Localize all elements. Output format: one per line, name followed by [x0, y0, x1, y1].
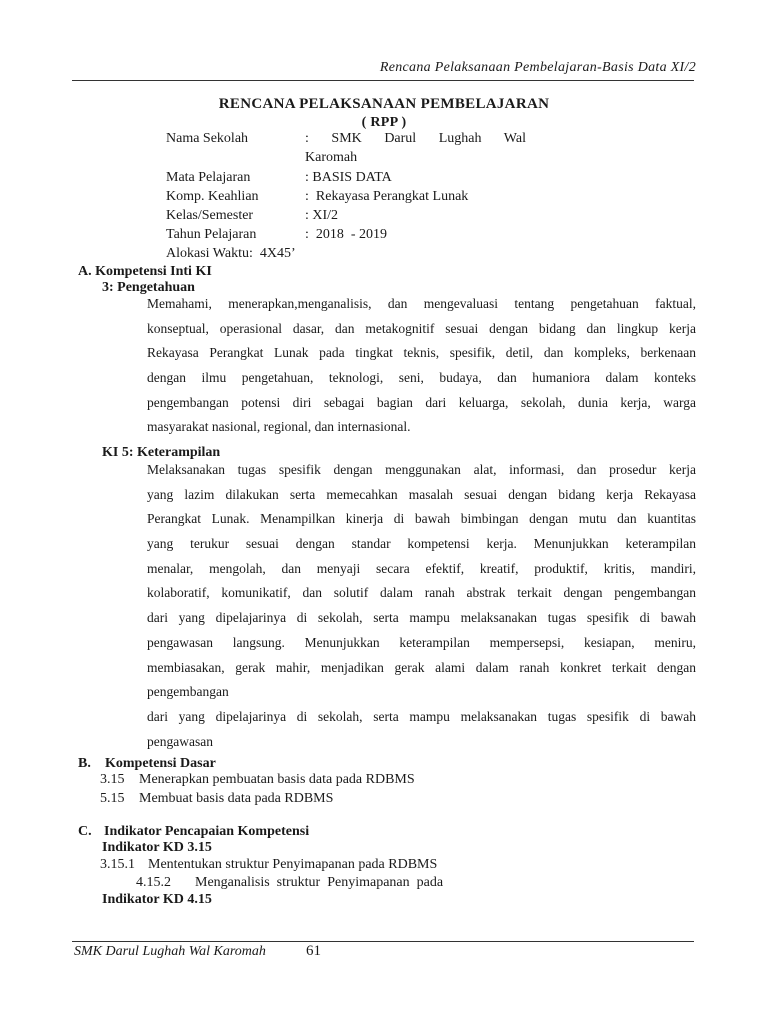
value-nama-sekolah-cont: Karomah	[305, 150, 358, 165]
ki3-heading: 3: Pengetahuan	[102, 280, 195, 295]
label-tahun-pelajaran: Tahun Pelajaran	[166, 227, 257, 242]
indikator-item-number: 3.15.1	[100, 857, 135, 872]
section-b-letter: B.	[78, 756, 91, 771]
ki5-line: Melaksanakan tugas spesifik dengan menggunakan alat, informasi, dan prosedur kerja	[147, 462, 696, 477]
value-komp-keahlian: : Rekayasa Perangkat Lunak	[305, 189, 469, 204]
ki5-line: Perangkat Lunak. Menampilkan kinerja di bawah bimbingan dengan mutu dan kuantitas	[147, 511, 696, 527]
label-mata-pelajaran: Mata Pelajaran	[166, 170, 251, 185]
footer-rule	[72, 941, 694, 942]
ki3-line: Memahami, menerapkan,menganalisis, dan mengevaluasi tentang pengetahuan faktual,	[147, 296, 696, 311]
value-nama-sekolah: : SMK Darul Lughah Wal	[305, 131, 526, 146]
header-rule	[72, 80, 694, 81]
section-c-heading: Indikator Pencapaian Kompetensi	[104, 824, 310, 839]
ki5-heading: KI 5: Keterampilan	[102, 445, 221, 460]
indikator-kd-315-heading: Indikator KD 3.15	[102, 840, 212, 855]
ki5-paragraph	[147, 458, 696, 754]
label-alokasi-waktu: Alokasi Waktu: 4X45’	[166, 246, 296, 261]
kd-item-number: 5.15	[100, 791, 125, 806]
ki3-line: dengan ilmu pengetahuan, teknologi, seni, budaya, dan humaniora dalam konteks	[147, 370, 696, 386]
ki5-line: yang lazim dilakukan serta memecahkan masalah sesuai dengan bidang kerja Rekayasa	[147, 486, 696, 502]
ki3-paragraph	[147, 292, 696, 440]
kd-item-text: Menerapkan pembuatan basis data pada RDBMS	[139, 772, 415, 787]
ki5-line: pengembangan	[147, 684, 229, 700]
ki3-line: pengembangan potensi diri sebagai bagian dari keluarga, sekolah, dunia kerja, warga	[147, 394, 696, 410]
indikator-kd-415-heading: Indikator KD 4.15	[102, 892, 212, 907]
document-title: RENCANA PELAKSANAAN PEMBELAJARAN	[218, 96, 550, 112]
section-a-heading: A. Kompetensi Inti KI	[78, 264, 212, 279]
value-mata-pelajaran: : BASIS DATA	[305, 170, 392, 185]
ki5-line: membiasakan, gerak mahir, menjadikan gerak alami dalam ranah konkret terkait dengan	[147, 659, 696, 675]
indikator-item-text: Mententukan struktur Penyimapanan pada RDBMS	[148, 857, 438, 872]
ki3-line: Rekayasa Perangkat Lunak pada tingkat teknis, spesifik, detil, dan kompleks, berkenaan	[147, 345, 696, 361]
ki3-line: konseptual, operasional dasar, dan metakognitif sesuai dengan bidang dan lingkup kerja	[147, 320, 696, 336]
ki5-extra-line: dari yang dipelajarinya di sekolah, serta mampu melaksanakan tugas spesifik di bawah	[147, 708, 696, 724]
kd-item-text: Membuat basis data pada RDBMS	[139, 791, 334, 806]
label-komp-keahlian: Komp. Keahlian	[166, 189, 259, 204]
page-number: 61	[306, 943, 321, 959]
section-c-letter: C.	[78, 824, 92, 839]
ki5-line: yang terukur sesuai dengan standar kompetensi kerja. Menunjukkan keterampilan	[147, 536, 696, 552]
value-tahun-pelajaran: : 2018 - 2019	[305, 227, 388, 242]
label-kelas-semester: Kelas/Semester	[166, 208, 254, 223]
indikator-item-number: 4.15.2	[136, 875, 171, 890]
running-header: Rencana Pelaksanaan Pembelajaran-Basis Data XI/2	[379, 60, 696, 75]
ki5-line: menalar, mengolah, dan menyaji secara efektif, kreatif, produktif, kritis, mandiri,	[147, 560, 696, 576]
indikator-item-text: Menganalisis struktur Penyimapanan pada	[195, 875, 444, 890]
document-subtitle: ( RPP )	[361, 115, 407, 130]
value-kelas-semester: : XI/2	[305, 208, 339, 223]
section-b-heading: Kompetensi Dasar	[105, 756, 216, 771]
ki5-line: dari yang dipelajarinya di sekolah, serta mampu melaksanakan tugas spesifik di bawah	[147, 610, 696, 626]
ki3-line: masyarakat nasional, regional, dan internasional.	[147, 419, 411, 435]
footer-school-name: SMK Darul Lughah Wal Karomah	[74, 944, 266, 959]
ki5-line: pengawasan langsung. Menunjukkan keterampilan mempersepsi, kesiapan, meniru,	[147, 634, 696, 650]
kd-item-number: 3.15	[100, 772, 125, 787]
ki5-line: kolaboratif, komunikatif, dan solutif dalam ranah abstrak terkait dengan pengembangan	[147, 585, 696, 601]
label-nama-sekolah: Nama Sekolah	[166, 131, 249, 146]
ki5-extra-line: pengawasan	[147, 733, 213, 749]
